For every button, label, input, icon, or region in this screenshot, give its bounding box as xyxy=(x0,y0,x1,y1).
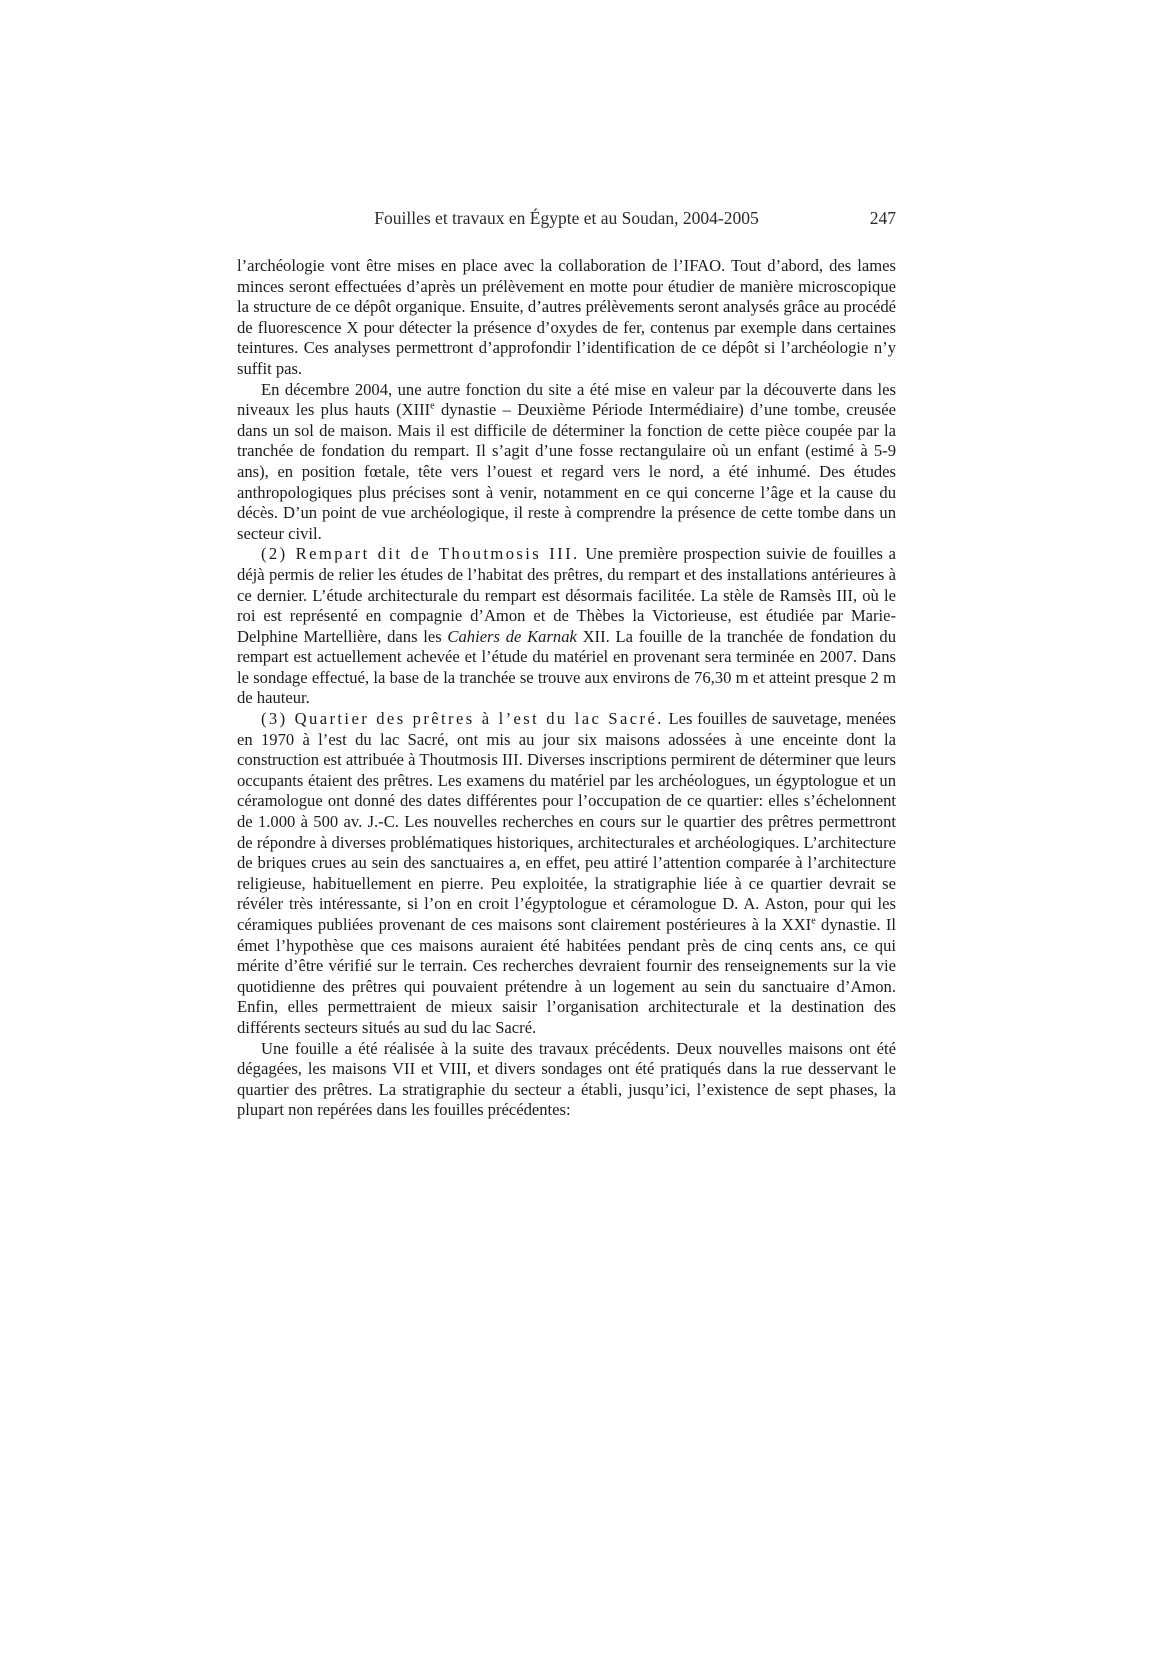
section-heading-rempart: (2) Rempart dit de Thoutmosis III. xyxy=(261,544,580,564)
running-header xyxy=(237,206,896,230)
paragraph-rempart xyxy=(237,544,896,709)
paragraph-quartier-text-a: Les fouilles de sauvetage, menées en 1970 à l’est du lac Sacré, ont mis au jour six maisons adossées à une enceinte dont la construction est attribuée à Thoutmosis III. Diverses inscriptions permirent de déterminer que leurs occupants étaient des prêtres. Les examens du matériel par les archéologues, un égyptologue et un céramologue ont donné des dates différentes pour l’occupation de ce quartier: elles s’échelonnent de 1.000 à 500 av. J.-C. Les nouvelles recherches en cours sur le quartier des prêtres permettront de répondre à diverses problématiques historiques, architecturales et archéologiques. L’architecture de briques crues au sein des sanctuaires a, en effet, peu attiré l’attention comparée à l’architecture religieuse, habituellement en pierre. Peu exploitée, la stratigraphie liée à ce quartier devrait se révéler très intéressante, si l’on en croit l’égyptologue et céramologue D. A. Aston, pour qui les céramiques publiées provenant de ces maisons sont clairement postérieures à la XXI xyxy=(237,709,896,934)
section-heading-quartier: (3) Quartier des prêtres à l’est du lac Sacré. xyxy=(261,709,664,729)
running-title: Fouilles et travaux en Égypte et au Soudan, 2004-2005 xyxy=(374,208,759,228)
paragraph-tombe-text-a: En décembre 2004, une autre fonction du site a été mise en valeur par la découverte dans les niveaux les plus hauts (XIII xyxy=(237,379,896,420)
paragraph-analyses: l’archéologie vont être mises en place avec la collaboration de l’IFAO. Tout d’abord, des lames minces seront effectuées d’après un prélèvement en motte pour étudier de manière microscopique la structure de ce dépôt organique. Ensuite, d’autres prélèvements seront analysés grâce au procédé de fluorescence X pour détecter la présence d’oxydes de fer, contenus par exemple dans certaines teintures. Ces analyses permettront d’approfondir l’identification de ce dépôt si l’archéologie n’y suffit pas. xyxy=(237,256,896,378)
superscript: e xyxy=(811,915,816,927)
paragraph-fouille: Une fouille a été réalisée à la suite des travaux précédents. Deux nouvelles maisons ont été dégagées, les maisons VII et VIII, et divers sondages ont été pratiqués dans la rue desservant le quartier des prêtres. La stratigraphie du secteur a établi, jusqu’ici, l’existence de sept phases, la plupart non repérées dans les fouilles précédentes: xyxy=(237,1038,896,1120)
paragraph-rempart-text-a: Une première prospection suivie de fouilles a déjà permis de relier les études de l’habitat des prêtres, du rempart et des installations antérieures à ce dernier. L’étude architecturale du rempart est désormais facilitée. La stèle de Ramsès III, où le roi est représenté en compagnie d’Amon et de Thèbes la Victorieuse, est étudiée par Marie-Delphine Martellière, dans les xyxy=(237,544,896,646)
body-text xyxy=(237,256,896,1121)
paragraph-quartier-text-b: dynastie. Il émet l’hypothèse que ces maisons auraient été habitées pendant près de cinq cents ans, ce qui mérite d’être vérifié sur le terrain. Ces recherches devraient fournir des renseignements sur la vie quotidienne des prêtres qui pouvaient prétendre à un logement au sein du sanctuaire d’Amon. Enfin, elles permettraient de mieux saisir l’organisation architecturale et la destination des différents secteurs situés au sud du lac Sacré. xyxy=(237,915,896,1037)
paragraph-quartier xyxy=(237,709,896,1039)
paragraph-rempart-text-b: XII. La fouille de la tranchée de fondation du rempart est actuellement achevée et l’étude du matériel en provenant sera terminée en 2007. Dans le sondage effectué, la base de la tranchée se trouve aux environs de 76,30 m et atteint presque 2 m de hauteur. xyxy=(237,626,897,708)
page-number: 247 xyxy=(869,208,896,228)
journal-title: Cahiers de Karnak xyxy=(447,626,577,646)
paragraph-tombe-text-b: dynastie – Deuxième Période Intermédiaire) d’une tombe, creusée dans un sol de maison. Mais il est difficile de déterminer la fonction de cette pièce coupée par la tranchée de fondation du rempart. Il s’agit d’une fosse rectangulaire où un enfant (estimé à 5-9 ans), en position fœtale, tête vers l’ouest et regard vers le nord, a été inhumé. Des études anthropologiques plus précises sont à venir, notamment en ce qui concerne l’âge et la cause du décès. D’un point de vue archéologique, il reste à comprendre la présence de cette tombe dans un secteur civil. xyxy=(237,400,896,543)
paragraph-tombe xyxy=(237,380,896,545)
superscript: e xyxy=(430,400,435,412)
